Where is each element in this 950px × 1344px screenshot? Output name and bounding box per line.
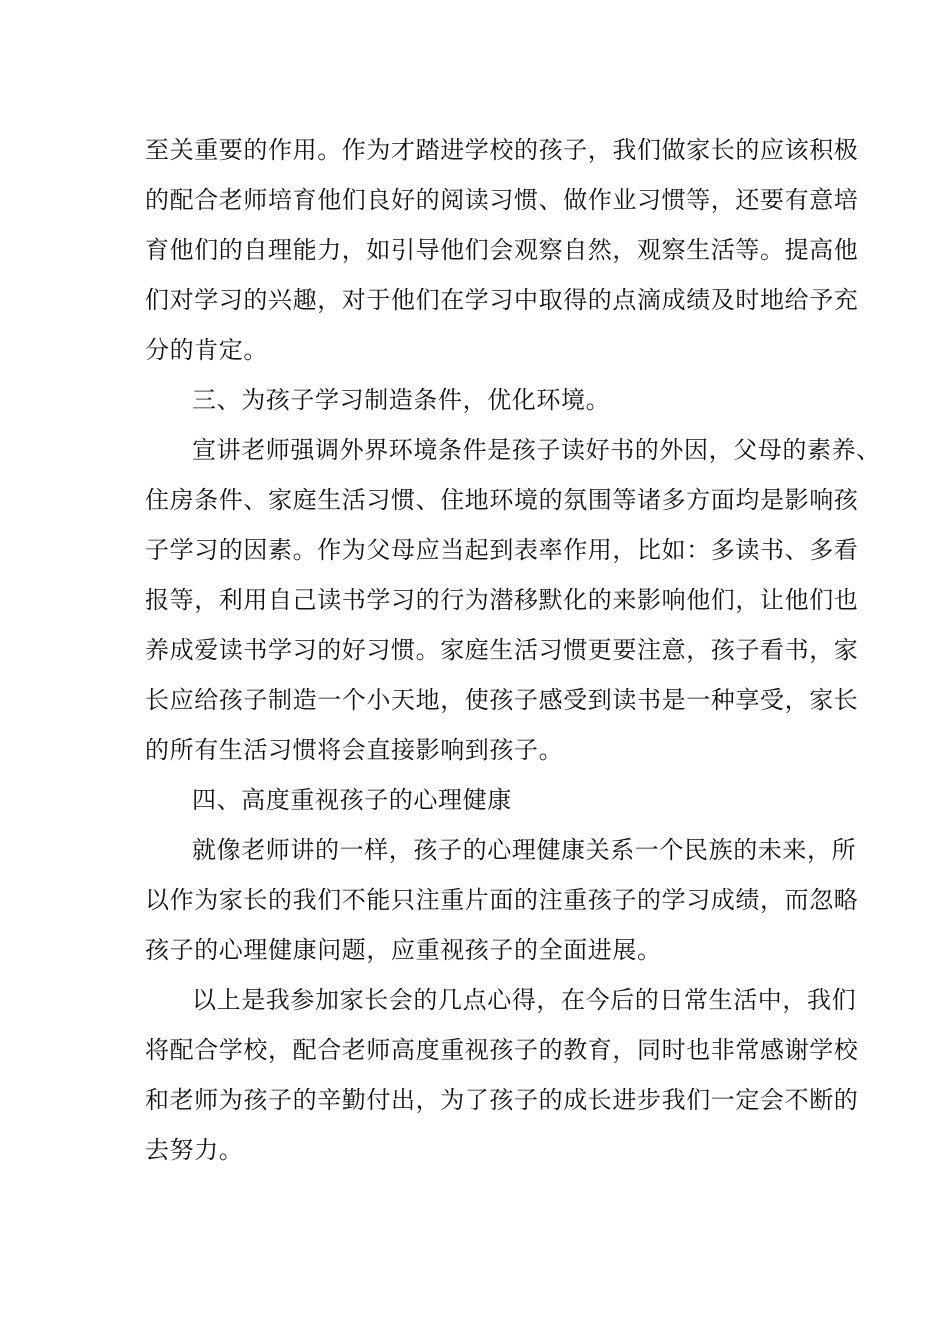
text-line: 育他们的自理能力，如引导他们会观察自然，观察生活等。提高他	[145, 236, 859, 264]
text-line: 孩子的心理健康问题，应重视孩子的全面进展。	[145, 936, 662, 964]
text-line: 宣讲老师强调外界环境条件是孩子读好书的外因，父母的素养、	[192, 436, 881, 464]
text-line: 报等，利用自己读书学习的行为潜移默化的来影响他们，让他们也	[145, 586, 859, 614]
text-line: 将配合学校，配合老师高度重视孩子的教育，同时也非常感谢学校	[145, 1036, 859, 1064]
text-line: 的配合老师培育他们良好的阅读习惯、做作业习惯等，还要有意培	[145, 186, 859, 214]
text-line: 长应给孩子制造一个小天地，使孩子感受到读书是一种享受，家长	[145, 686, 859, 714]
text-line: 养成爱读书学习的好习惯。家庭生活习惯更要注意，孩子看书，家	[145, 636, 859, 664]
text-line: 的所有生活习惯将会直接影响到孩子。	[145, 736, 564, 764]
text-line: 住房条件、家庭生活习惯、住地环境的氛围等诸多方面均是影响孩	[145, 486, 859, 514]
text-line: 分的肯定。	[145, 336, 268, 364]
text-line: 子学习的因素。作为父母应当起到表率作用，比如：多读书、多看	[145, 536, 859, 564]
text-line: 就像老师讲的一样，孩子的心理健康关系一个民族的未来，所	[192, 836, 857, 864]
text-line: 们对学习的兴趣，对于他们在学习中取得的点滴成绩及时地给予充	[145, 286, 859, 314]
text-line: 以作为家长的我们不能只注重片面的注重孩子的学习成绩，而忽略	[145, 886, 859, 914]
section-heading: 四、高度重视孩子的心理健康	[192, 786, 512, 814]
text-line: 以上是我参加家长会的几点心得，在今后的日常生活中，我们	[192, 986, 857, 1014]
text-line: 和老师为孩子的辛勤付出，为了孩子的成长进步我们一定会不断的	[145, 1086, 859, 1114]
text-line: 至关重要的作用。作为才踏进学校的孩子，我们做家长的应该积极	[145, 136, 859, 164]
text-line: 去努力。	[145, 1136, 244, 1164]
section-heading: 三、为孩子学习制造条件，优化环境。	[192, 386, 611, 414]
